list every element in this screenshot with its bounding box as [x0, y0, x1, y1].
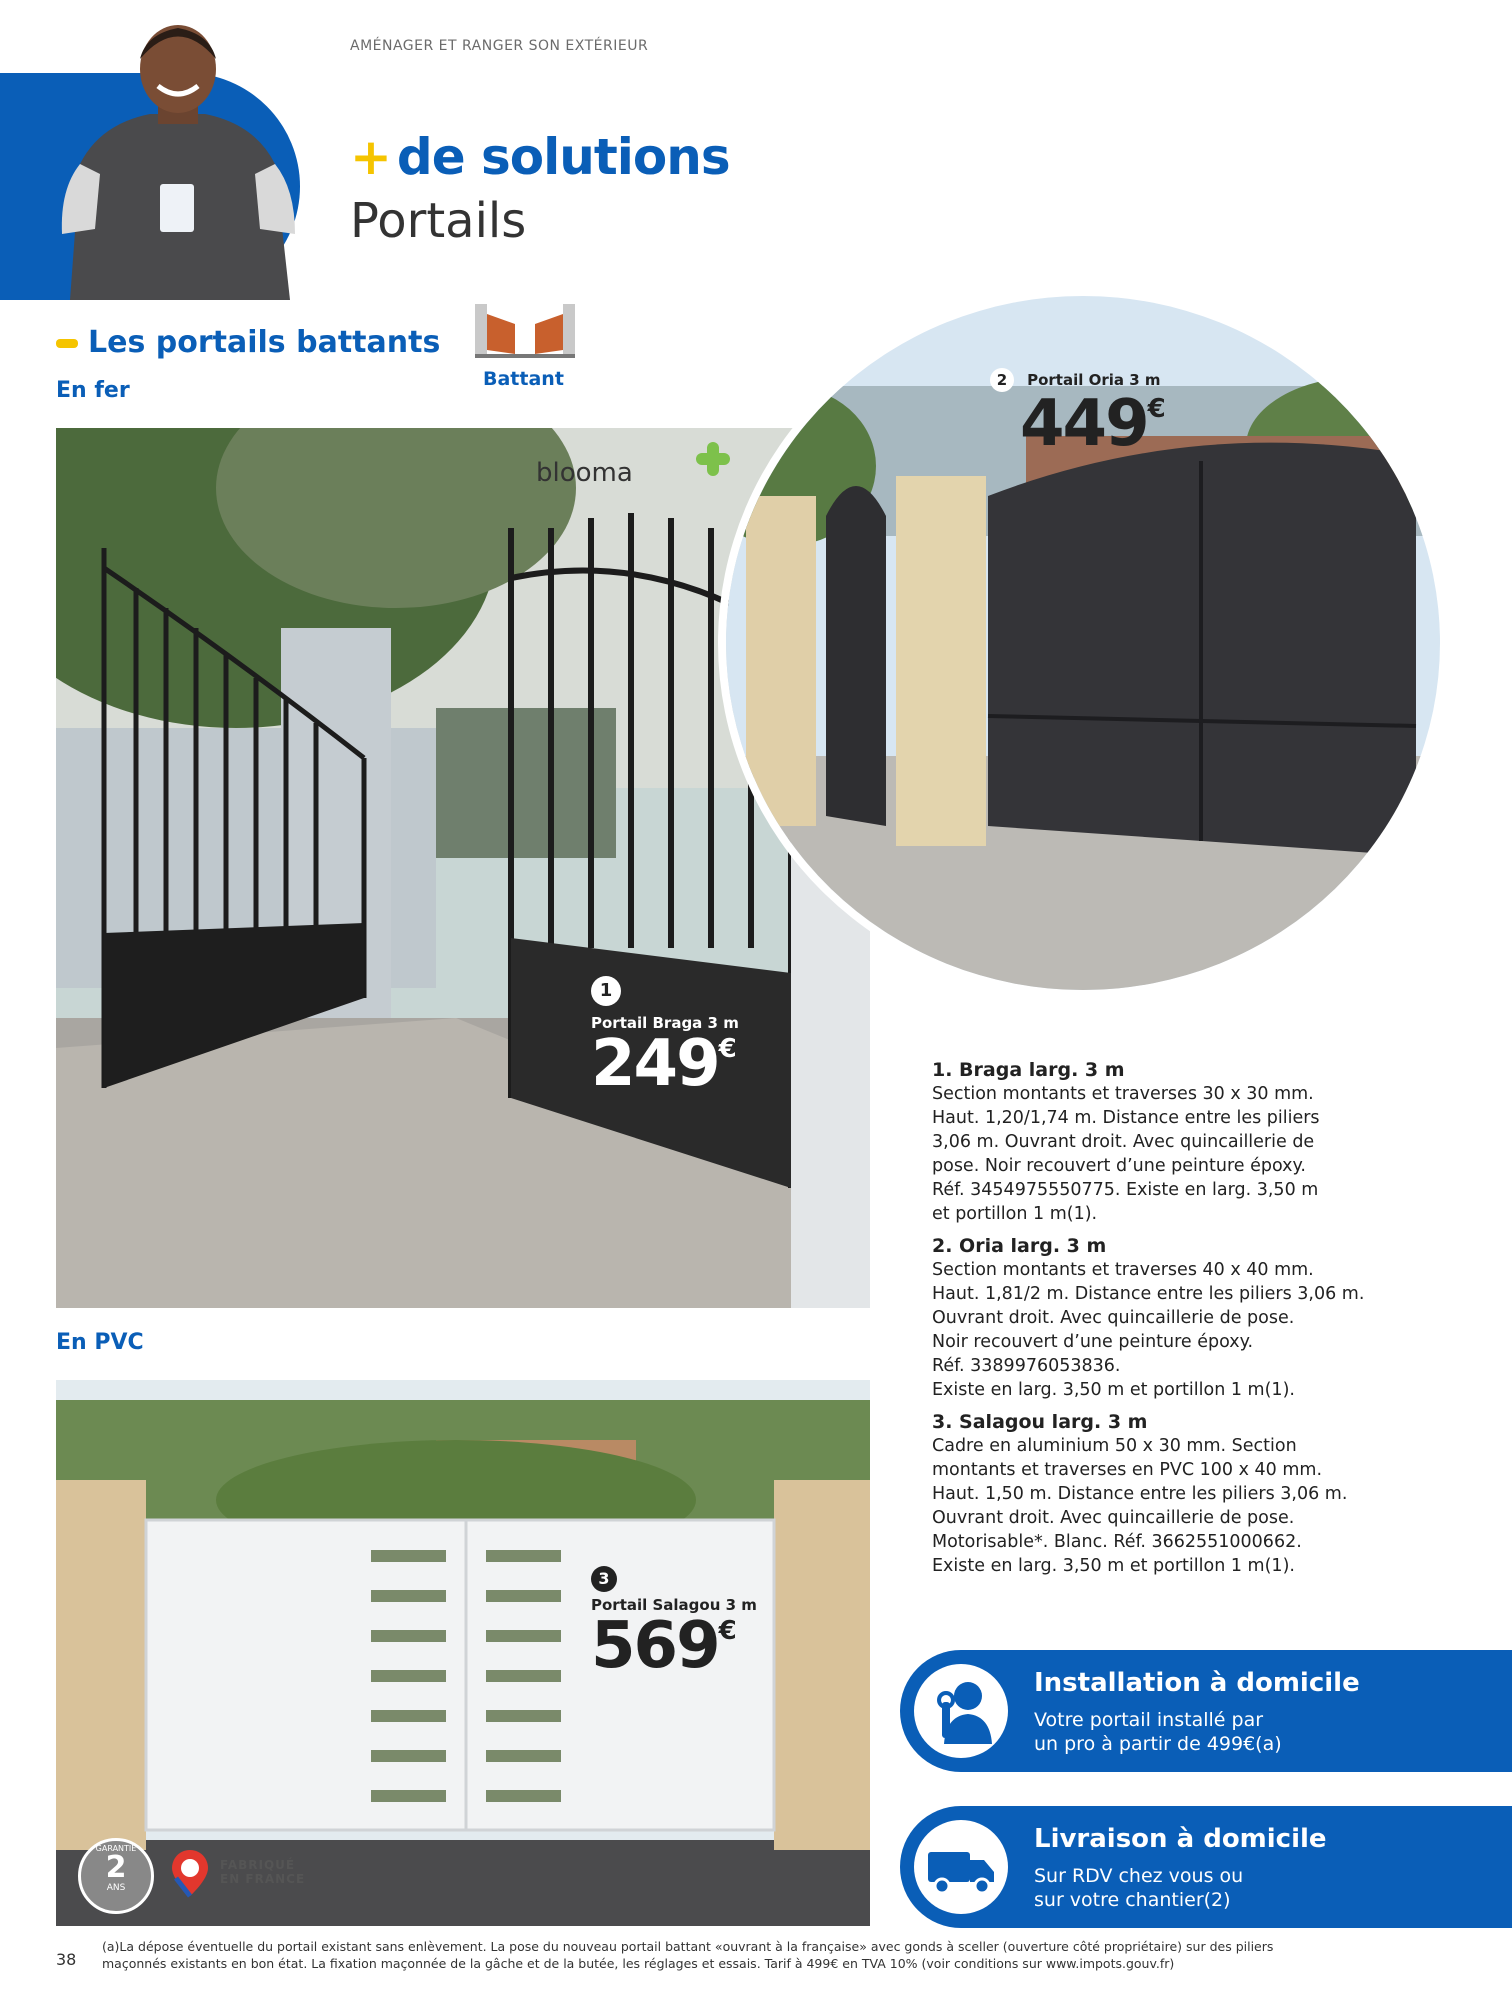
description-line: et portillon 1 m(1).	[932, 1204, 1098, 1224]
description-line: pose. Noir recouvert d’une peinture époxy.	[932, 1156, 1306, 1176]
yellow-dash-icon	[56, 339, 78, 348]
service-text-line: Sur RDV chez vous ou	[1034, 1865, 1244, 1887]
price-amount: 449	[1020, 387, 1148, 461]
page-title-text: de solutions	[396, 128, 730, 186]
footnote-line: (a)La dépose éventuelle du portail existant sans enlèvement. La pose du nouveau portail battant «ouvrant à la française» avec gonds à sceller (ouverture côté propriétaire) sur des piliers	[102, 1939, 1274, 1954]
guarantee-top: GARANTIE	[95, 1844, 137, 1853]
brand-cross-icon	[696, 442, 730, 476]
service-text-line: sur votre chantier(2)	[1034, 1889, 1231, 1911]
guarantee-badge	[78, 1838, 154, 1914]
description-line: Réf. 3389976053836.	[932, 1356, 1121, 1376]
description-line: Ouvrant droit. Avec quincaillerie de pose.	[932, 1508, 1295, 1528]
product-number-badge: 2	[990, 368, 1014, 392]
plus-sign: +	[350, 128, 391, 186]
description-line: Section montants et traverses 40 x 40 mm.	[932, 1260, 1314, 1280]
brand-label: blooma	[536, 458, 633, 488]
installer-icon	[914, 1664, 1008, 1758]
page-title	[350, 128, 730, 186]
category-fer: En fer	[56, 378, 130, 403]
product-number-badge: 1	[591, 976, 621, 1006]
description-braga	[932, 1058, 1452, 1226]
price-value	[1020, 387, 1164, 461]
description-title: 3. Salagou larg. 3 m	[932, 1411, 1148, 1433]
section-heading	[56, 325, 440, 360]
description-line: Cadre en aluminium 50 x 30 mm. Section	[932, 1436, 1297, 1456]
guarantee-number: 2	[105, 1850, 127, 1885]
footnote-line: maçonnés existants en bon état. La fixation maçonnée de la gâche et de la butée, les réglages et essais. Tarif à 499€ en TVA 10% (voir conditions sur www.impots.gouv.fr)	[102, 1956, 1175, 1971]
made-in-line2: EN FRANCE	[220, 1872, 306, 1886]
service-text-line: Votre portail installé par	[1034, 1709, 1264, 1731]
description-line: montants et traverses en PVC 100 x 40 mm.	[932, 1460, 1323, 1480]
price-currency: €	[718, 1616, 735, 1646]
description-line: Motorisable*. Blanc. Réf. 3662551000662.	[932, 1532, 1302, 1552]
price-currency: €	[1147, 394, 1164, 424]
description-oria	[932, 1234, 1452, 1402]
service-text	[1034, 1864, 1243, 1912]
description-line: 3,06 m. Ouvrant droit. Avec quincaillerie de	[932, 1132, 1315, 1152]
advisor-photo	[40, 14, 310, 300]
price-currency: €	[718, 1034, 735, 1064]
price-amount: 569	[591, 1609, 719, 1683]
description-line: Réf. 3454975550775. Existe en larg. 3,50 m	[932, 1180, 1319, 1200]
price-tag-name: Portail Braga 3 m	[591, 1014, 739, 1032]
description-title: 2. Oria larg. 3 m	[932, 1235, 1107, 1257]
footnote	[102, 1938, 1462, 1972]
description-line: Section montants et traverses 30 x 30 mm.	[932, 1084, 1314, 1104]
service-delivery[interactable]	[900, 1806, 1512, 1928]
price-tag-braga	[591, 976, 739, 1101]
description-title: 1. Braga larg. 3 m	[932, 1059, 1125, 1081]
service-title: Installation à domicile	[1034, 1668, 1360, 1698]
battant-label: Battant	[483, 368, 564, 390]
page-number: 38	[56, 1950, 77, 1969]
price-tag-salagou	[591, 1566, 757, 1683]
price-tag-oria	[990, 368, 1164, 461]
description-line: Existe en larg. 3,50 m et portillon 1 m(1).	[932, 1556, 1295, 1576]
price-value	[591, 1027, 739, 1101]
description-line: Haut. 1,20/1,74 m. Distance entre les piliers	[932, 1108, 1320, 1128]
price-tag-name: Portail Oria 3 m	[1027, 371, 1161, 389]
description-line: Noir recouvert d’une peinture époxy.	[932, 1332, 1254, 1352]
description-line: Existe en larg. 3,50 m et portillon 1 m(1).	[932, 1380, 1295, 1400]
description-salagou	[932, 1410, 1452, 1578]
made-in-line1: FABRIQUÉ	[220, 1858, 296, 1872]
description-line: Haut. 1,81/2 m. Distance entre les piliers 3,06 m.	[932, 1284, 1365, 1304]
page-subtitle: Portails	[350, 193, 527, 249]
price-value	[591, 1609, 757, 1683]
service-title: Livraison à domicile	[1034, 1824, 1327, 1854]
product-number-badge: 3	[591, 1566, 617, 1592]
section-heading-text: Les portails battants	[88, 325, 441, 360]
price-amount: 249	[591, 1027, 719, 1101]
service-text-line: un pro à partir de 499€(a)	[1034, 1733, 1282, 1755]
delivery-truck-icon	[914, 1820, 1008, 1914]
description-line: Haut. 1,50 m. Distance entre les piliers 3,06 m.	[932, 1484, 1348, 1504]
description-line: Ouvrant droit. Avec quincaillerie de pose.	[932, 1308, 1295, 1328]
product-descriptions	[932, 1050, 1452, 1578]
made-in-france-text	[220, 1858, 305, 1886]
made-in-france-badge	[170, 1848, 370, 1908]
swing-gate-icon	[475, 300, 575, 360]
service-text	[1034, 1708, 1282, 1756]
guarantee-unit: ANS	[106, 1883, 126, 1893]
photo-portail-salagou	[56, 1380, 870, 1926]
location-pin-icon	[170, 1848, 210, 1898]
category-pvc: En PVC	[56, 1330, 144, 1355]
service-installation[interactable]	[900, 1650, 1512, 1772]
photo-portail-oria	[718, 288, 1448, 998]
section-kicker: AMÉNAGER ET RANGER SON EXTÉRIEUR	[350, 38, 649, 54]
price-tag-name: Portail Salagou 3 m	[591, 1596, 757, 1614]
